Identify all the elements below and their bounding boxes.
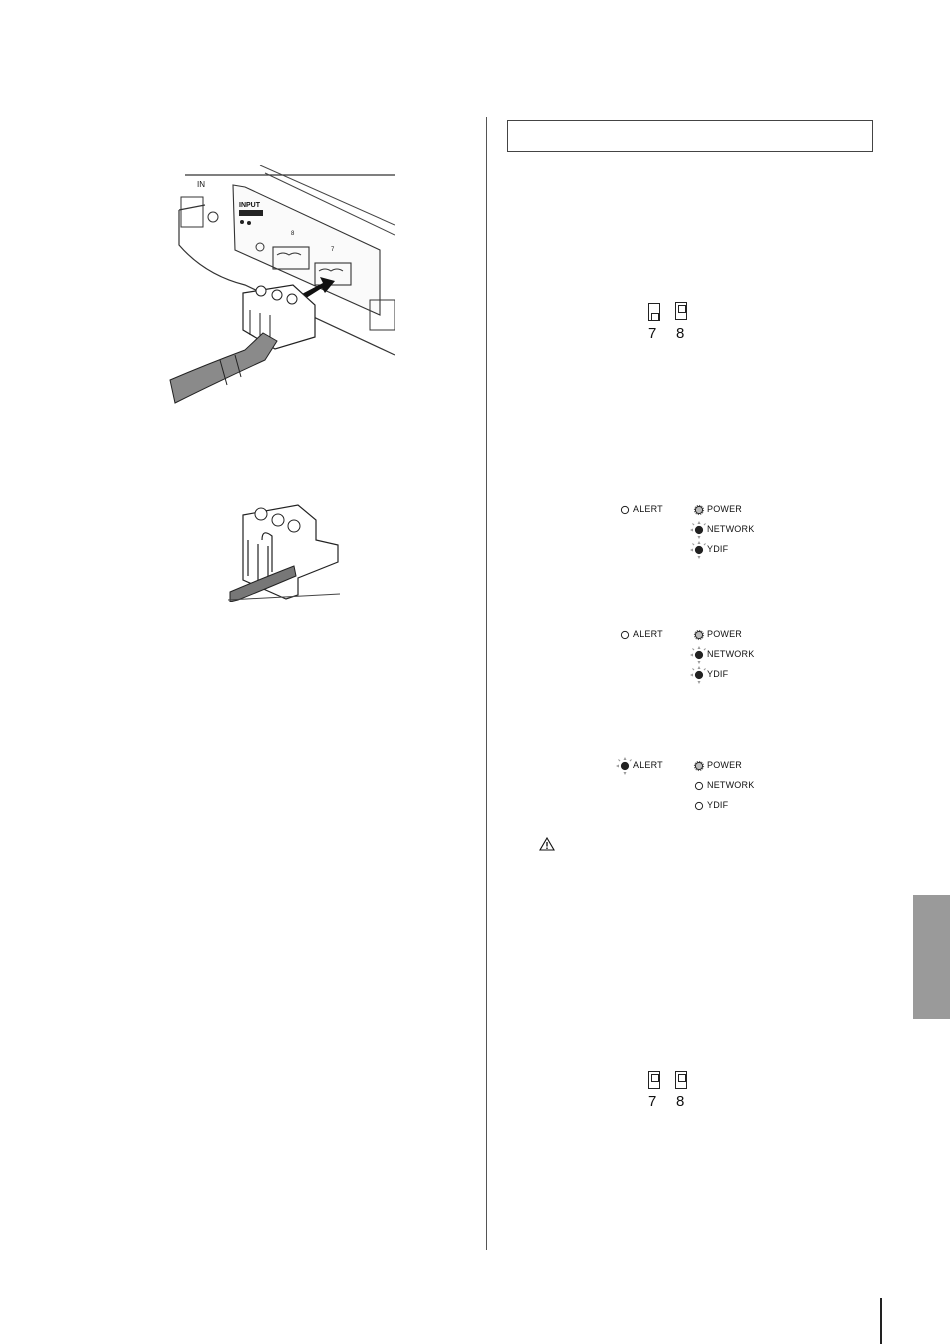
dip-switch-8	[675, 302, 687, 320]
warning-triangle-icon	[539, 837, 555, 851]
network-label: NETWORK	[707, 649, 755, 659]
power-label: POWER	[707, 760, 743, 770]
channel-7-label: 7	[331, 247, 335, 253]
ydif-led	[689, 665, 709, 690]
power-led-icon	[689, 756, 709, 776]
in-label: IN	[197, 180, 205, 189]
network-label: NETWORK	[707, 524, 755, 534]
ydif-label: YDIF	[707, 544, 729, 554]
chapter-side-tab	[913, 895, 950, 1019]
connector-insertion-illustration	[165, 165, 395, 405]
dip-switch-8-number: 8	[676, 325, 685, 342]
power-label: POWER	[707, 629, 743, 639]
dip-switch-7-number: 7	[648, 325, 657, 342]
dip-switch-7	[648, 1071, 660, 1089]
ydif-led-icon	[689, 796, 709, 816]
ydif-led-icon	[689, 665, 709, 685]
ydif-label: YDIF	[707, 669, 729, 679]
power-led-icon	[689, 625, 709, 645]
alert-led-icon	[615, 500, 635, 520]
alert-led	[615, 625, 635, 650]
connector-closeup-illustration	[228, 500, 340, 602]
network-led-icon	[689, 645, 709, 665]
power-led-icon	[689, 500, 709, 520]
network-led-icon	[689, 776, 709, 796]
channel-8-label: 8	[291, 231, 295, 237]
alert-led-icon	[615, 625, 635, 645]
network-label: NETWORK	[707, 780, 755, 790]
dip-switch-8	[675, 1071, 687, 1089]
alert-led	[615, 500, 635, 525]
ydif-led	[689, 796, 709, 821]
alert-label: ALERT	[633, 629, 663, 639]
alert-led	[615, 756, 635, 781]
ydif-led-icon	[689, 540, 709, 560]
input-label: INPUT	[239, 202, 260, 209]
ydif-led	[689, 540, 709, 565]
alert-label: ALERT	[633, 760, 663, 770]
section-heading-box	[507, 120, 873, 152]
ydif-label: YDIF	[707, 800, 729, 810]
dip-switch-7	[648, 303, 660, 321]
column-divider	[486, 117, 487, 1250]
dip-switch-7-number: 7	[648, 1093, 657, 1110]
power-label: POWER	[707, 504, 743, 514]
page-number-marker	[880, 1298, 882, 1344]
dip-switch-8-number: 8	[676, 1093, 685, 1110]
network-led-icon	[689, 520, 709, 540]
alert-led-icon	[615, 756, 635, 776]
alert-label: ALERT	[633, 504, 663, 514]
